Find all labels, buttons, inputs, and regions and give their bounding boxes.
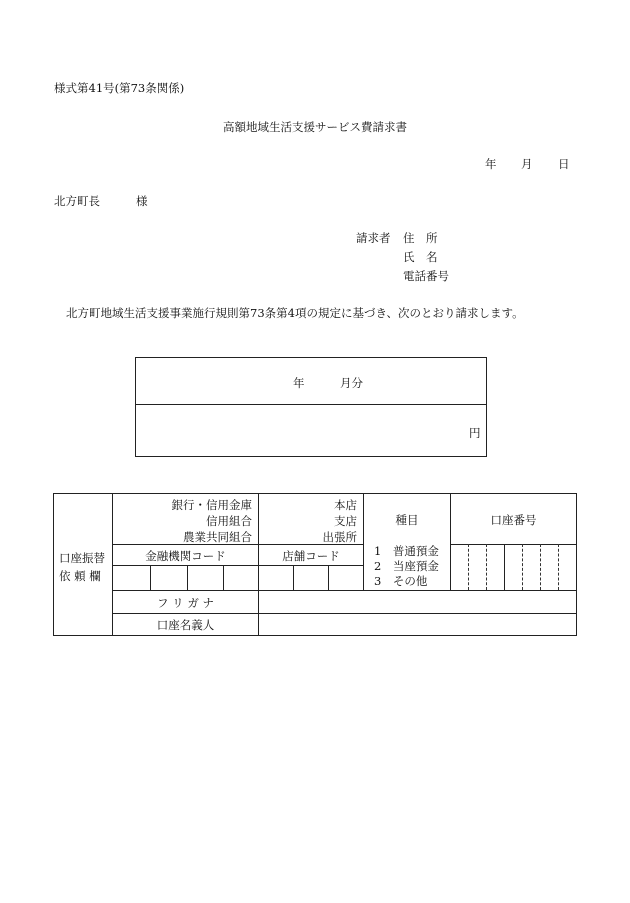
account-holder-label: 口座名義人 (156, 618, 215, 632)
account-type-other: 3 その他 (374, 574, 428, 588)
period-month: 月分 (340, 376, 363, 390)
institution-type-agri-coop: 農業共同組合 (183, 530, 252, 544)
page-title: 高額地域生活支援サービス費請求書 (223, 120, 407, 134)
branch-type-head: 本店 (334, 498, 357, 512)
branch-code-label: 店舗コード (282, 549, 340, 563)
claimant-phone-label: 電話番号 (403, 269, 449, 283)
date-year: 年 (485, 157, 497, 171)
institution-type-credit-union: 信用組合 (206, 514, 252, 528)
branch-type-office: 出張所 (322, 530, 357, 544)
date-month: 月 (521, 157, 533, 171)
date-day: 日 (558, 157, 570, 171)
branch-type-branch: 支店 (334, 514, 357, 528)
institution-code-label: 金融機関コード (145, 549, 226, 563)
amount-box-divider (136, 404, 486, 405)
amount-box (135, 357, 487, 457)
bank-transfer-table (53, 493, 577, 636)
institution-type-bank: 銀行・信用金庫 (171, 498, 252, 512)
form-number: 様式第41号(第73条関係) (54, 81, 185, 95)
institution-types (114, 497, 252, 545)
claimant-label: 請求者 (356, 231, 391, 245)
yen-label: 円 (469, 426, 481, 440)
body-text: 北方町地域生活支援事業施行規則第73条第4項の規定に基づき、次のとおり請求します。 (66, 306, 524, 320)
section-label-transfer: 口座振替 (59, 551, 105, 565)
section-label-request: 依 頼 欄 (59, 569, 101, 583)
addressee-name: 北方町長 (54, 194, 100, 208)
claimant-name-label: 氏 名 (403, 250, 438, 264)
branch-types (260, 497, 357, 545)
account-types (374, 544, 439, 589)
account-number-header: 口座番号 (490, 513, 537, 527)
claimant-address-label: 住 所 (403, 231, 438, 245)
account-type-header: 種目 (395, 513, 419, 527)
account-type-current: 2 当座預金 (374, 559, 439, 573)
account-type-ordinary: 1 普通預金 (374, 544, 439, 558)
furigana-label: フ リ ガ ナ (157, 596, 214, 610)
period-year: 年 (293, 376, 305, 390)
addressee-honorific: 様 (136, 194, 148, 208)
